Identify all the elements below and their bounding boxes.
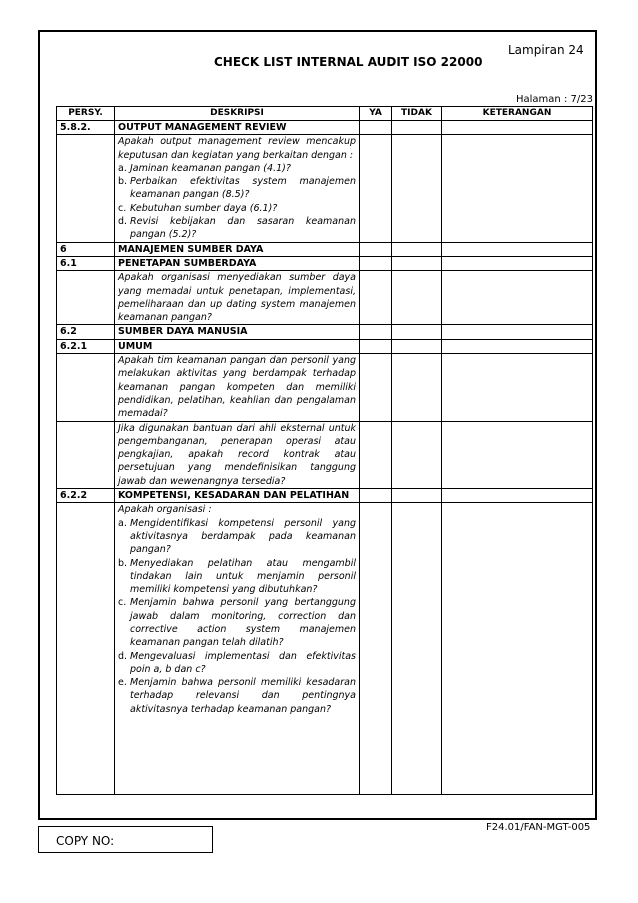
- item-letter: b.: [118, 176, 128, 188]
- tidak-cell: [392, 135, 442, 242]
- question-items: [118, 162, 356, 242]
- question-item: [118, 162, 356, 175]
- item-text: Kebutuhan sumber daya (6.1)?: [130, 202, 278, 214]
- question-row: [57, 354, 593, 421]
- question-item: [118, 202, 356, 215]
- ya-cell: [360, 121, 392, 135]
- question-intro: Apakah organisasi menyediakan sumber daya yang memadai untuk penetapan, implementasi, pemeliharaan dan up dating system manajemen keamanan pangan?: [118, 272, 356, 324]
- keterangan-cell: [442, 242, 593, 256]
- keterangan-cell: [442, 256, 593, 270]
- item-letter: e.: [118, 677, 127, 689]
- item-letter: a.: [118, 517, 127, 529]
- item-text: Jaminan keamanan pangan (4.1)?: [130, 162, 291, 174]
- item-letter: a.: [118, 162, 127, 174]
- audit-checklist-table: [56, 106, 593, 795]
- ya-cell: [360, 271, 392, 325]
- clause-number: 6: [57, 242, 115, 256]
- section-row: [57, 489, 593, 503]
- clause-number: [57, 421, 115, 488]
- ya-cell: [360, 242, 392, 256]
- question-text: [115, 354, 360, 421]
- tidak-cell: [392, 489, 442, 503]
- keterangan-cell: [442, 421, 593, 488]
- item-letter: d.: [118, 650, 128, 662]
- item-text: Mengevaluasi implementasi dan efektivitas poin a, b dan c?: [130, 650, 356, 675]
- tidak-cell: [392, 256, 442, 270]
- clause-number: [57, 271, 115, 325]
- question-text: [115, 271, 360, 325]
- copy-no-label: COPY NO:: [56, 834, 115, 848]
- ya-cell: [360, 339, 392, 353]
- section-row: [57, 325, 593, 339]
- ya-cell: [360, 503, 392, 795]
- section-row: [57, 242, 593, 256]
- document-title: CHECK LIST INTERNAL AUDIT ISO 22000: [214, 55, 483, 69]
- question-intro: Apakah organisasi :: [118, 504, 212, 516]
- section-heading: KOMPETENSI, KESADARAN DAN PELATIHAN: [115, 489, 360, 503]
- ya-cell: [360, 135, 392, 242]
- keterangan-cell: [442, 489, 593, 503]
- question-text: [115, 421, 360, 488]
- question-intro: Apakah output management review mencakup keputusan dan kegiatan yang berkaitan dengan :: [118, 136, 356, 161]
- ya-cell: [360, 354, 392, 421]
- question-items: [118, 517, 356, 716]
- clause-number: 6.2.1: [57, 339, 115, 353]
- clause-number: [57, 135, 115, 242]
- section-row: [57, 339, 593, 353]
- col-header-keterangan: KETERANGAN: [442, 107, 593, 121]
- item-text: Mengidentifikasi kompetensi personil yang aktivitasnya berdampak pada keamanan pangan?: [130, 517, 356, 556]
- question-item: [118, 557, 356, 597]
- section-heading: PENETAPAN SUMBERDAYA: [115, 256, 360, 270]
- section-heading: UMUM: [115, 339, 360, 353]
- keterangan-cell: [442, 135, 593, 242]
- keterangan-cell: [442, 354, 593, 421]
- tidak-cell: [392, 121, 442, 135]
- tidak-cell: [392, 503, 442, 795]
- tidak-cell: [392, 325, 442, 339]
- clause-number: 6.2.2: [57, 489, 115, 503]
- tidak-cell: [392, 271, 442, 325]
- attachment-label: Lampiran 24: [508, 43, 584, 57]
- clause-number: [57, 354, 115, 421]
- item-text: Menjamin bahwa personil memiliki kesadaran terhadap relevansi dan pentingnya aktivitasnya terhadap keamanan pangan?: [130, 677, 356, 715]
- ya-cell: [360, 489, 392, 503]
- keterangan-cell: [442, 325, 593, 339]
- question-text: [115, 503, 360, 795]
- question-row: [57, 271, 593, 325]
- keterangan-cell: [442, 503, 593, 795]
- item-text: Perbaikan efektivitas system manajemen keamanan pangan (8.5)?: [130, 176, 356, 201]
- item-text: Menjamin bahwa personil yang bertanggung jawab dalam monitoring, correction dan corrective action system manajemen keamanan pangan telah dilatih?: [130, 597, 356, 649]
- section-heading: SUMBER DAYA MANUSIA: [115, 325, 360, 339]
- ya-cell: [360, 421, 392, 488]
- tidak-cell: [392, 421, 442, 488]
- col-header-deskripsi: DESKRIPSI: [115, 107, 360, 121]
- tidak-cell: [392, 242, 442, 256]
- ya-cell: [360, 325, 392, 339]
- tidak-cell: [392, 339, 442, 353]
- question-row: [57, 421, 593, 488]
- keterangan-cell: [442, 339, 593, 353]
- question-intro: Apakah tim keamanan pangan dan personil yang melakukan aktivitas yang berdampak terhadap keamanan pangan kompeten dan memiliki pendidikan, pelatihan, keahlian dan pengalaman memadai?: [118, 355, 356, 420]
- copy-no-box: [38, 826, 213, 853]
- item-text: Revisi kebijakan dan sasaran keamanan pangan (5.2)?: [130, 216, 356, 241]
- section-row: [57, 121, 593, 135]
- keterangan-cell: [442, 121, 593, 135]
- item-letter: d.: [118, 216, 128, 228]
- question-row: [57, 503, 593, 795]
- col-header-ya: YA: [360, 107, 392, 121]
- item-letter: c.: [118, 597, 127, 609]
- question-item: [118, 215, 356, 242]
- question-item: [118, 517, 356, 557]
- section-heading: MANAJEMEN SUMBER DAYA: [115, 242, 360, 256]
- tidak-cell: [392, 354, 442, 421]
- table-header-row: [57, 107, 593, 121]
- section-heading: OUTPUT MANAGEMENT REVIEW: [115, 121, 360, 135]
- item-letter: c.: [118, 202, 127, 214]
- page-number: Halaman : 7/23: [516, 94, 593, 105]
- question-item: [118, 596, 356, 649]
- question-intro: Jika digunakan bantuan dari ahli eksternal untuk pengembanganan, penerapan operasi atau pengkajian, apakah record kontrak atau persetujuan yang mendefinisikan tanggung jawab dan wewenangnya tersedia?: [118, 422, 356, 487]
- ya-cell: [360, 256, 392, 270]
- col-header-persy: PERSY.: [57, 107, 115, 121]
- question-row: [57, 135, 593, 242]
- col-header-tidak: TIDAK: [392, 107, 442, 121]
- question-item: [118, 676, 356, 716]
- section-row: [57, 256, 593, 270]
- clause-number: 6.2: [57, 325, 115, 339]
- item-letter: b.: [118, 557, 128, 569]
- question-item: [118, 175, 356, 202]
- clause-number: 6.1: [57, 256, 115, 270]
- clause-number: 5.8.2.: [57, 121, 115, 135]
- clause-number: [57, 503, 115, 795]
- question-text: [115, 135, 360, 242]
- keterangan-cell: [442, 271, 593, 325]
- question-item: [118, 650, 356, 677]
- item-text: Menyediakan pelatihan atau mengambil tindakan lain untuk menjamin personil memiliki kompetensi yang dibutuhkan?: [130, 557, 356, 596]
- form-code: F24.01/FAN-MGT-005: [486, 822, 591, 833]
